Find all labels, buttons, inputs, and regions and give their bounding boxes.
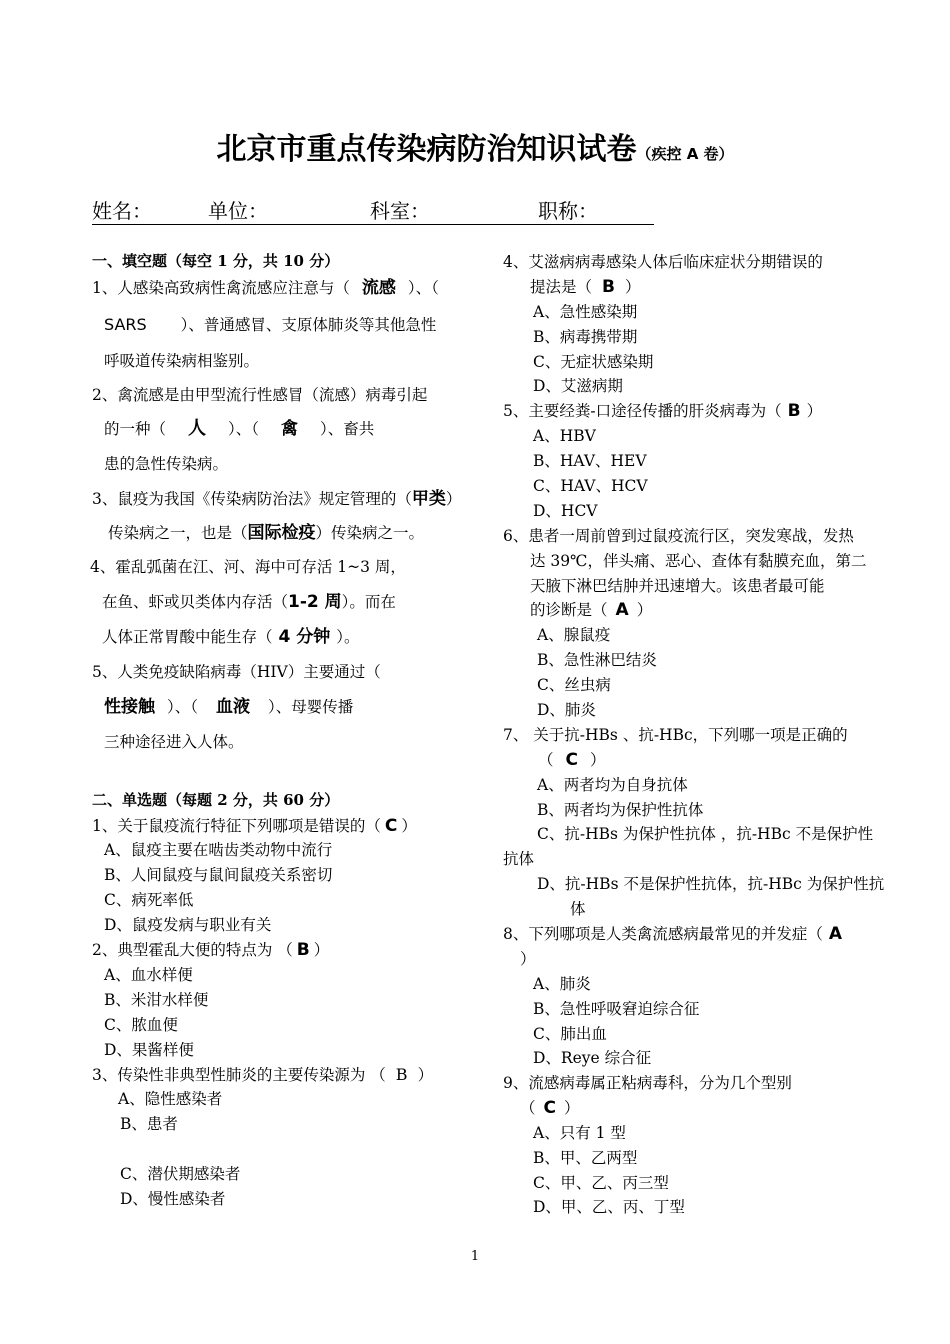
dept-label: 科室： [370, 199, 430, 223]
answer: C [565, 750, 578, 770]
fill-q4-line1: 4、霍乱弧菌在江、河、海中可存活 1~3 周， [90, 558, 406, 576]
option: B、急性呼吸窘迫综合征 [533, 1000, 700, 1018]
option: A、肺炎 [533, 975, 591, 993]
choice-q7-line2: （ C ） [538, 750, 606, 770]
fill-q5-line1: 5、人类免疫缺陷病毒（HIV）主要通过（ [92, 663, 381, 681]
option: A、血水样便 [104, 966, 193, 984]
answer: B [787, 401, 801, 421]
option: B、患者 [120, 1115, 178, 1133]
answer: A [615, 600, 629, 620]
option: B、两者均为保护性抗体 [537, 801, 704, 819]
option: B、米泔水样便 [104, 991, 209, 1009]
option: D、艾滋病期 [533, 377, 623, 395]
answer: 甲类 [411, 489, 446, 509]
option: D、抗-HBs 不是保护性抗体，抗-HBc 为保护性抗 [537, 875, 885, 893]
option: A、鼠疫主要在啮齿类动物中流行 [104, 841, 333, 859]
option: C、抗-HBs 为保护性抗体 ，抗-HBc 不是保护性 [537, 825, 874, 843]
section-2-heading: 二、单选题（每题 2 分，共 60 分） [92, 791, 340, 809]
option: A、两者均为自身抗体 [537, 776, 688, 794]
fill-q1-line1: 1、人感染高致病性禽流感应注意与（ 流感 ）、（ [92, 278, 439, 298]
fill-q4-line2: 在鱼、虾或贝类体内存活（1-2 周）。而在 [102, 592, 396, 612]
choice-q2: 2、典型霍乱大便的特点为 （ B ） [92, 940, 330, 960]
option: D、HCV [533, 502, 598, 520]
option: C、丝虫病 [537, 676, 611, 694]
choice-q4-line1: 4、艾滋病病毒感染人体后临床症状分期错误的 [503, 253, 823, 271]
choice-q4-line2: 提法是（ B ） [530, 277, 641, 297]
option: B、HAV、HEV [533, 452, 647, 470]
unit-label: 单位： [208, 199, 268, 223]
answer: B [296, 940, 310, 960]
title-text: 北京市重点传染病防治知识试卷 [216, 132, 637, 167]
fill-q1-line2: SARS ）、普通感冒、支原体肺炎等其他急性 [104, 315, 437, 334]
option: A、腺鼠疫 [537, 626, 611, 644]
option: C、无症状感染期 [533, 353, 654, 371]
option: A、HBV [533, 427, 596, 445]
option: C、甲、乙、丙三型 [533, 1174, 669, 1192]
answer: C [543, 1098, 556, 1118]
fill-q3-line2: 传染病之一，也是（国际检疫）传染病之一。 [108, 523, 425, 543]
option: B、病毒携带期 [533, 328, 638, 346]
option: D、果酱样便 [104, 1041, 194, 1059]
name-label: 姓名： [92, 199, 152, 223]
page-number: 1 [470, 1249, 480, 1264]
section-1-heading: 一、填空题（每空 1 分，共 10 分） [92, 252, 340, 270]
fill-q1-line3: 呼吸道传染病相鉴别。 [104, 352, 260, 370]
option: D、肺炎 [537, 701, 596, 719]
answer: SARS [104, 315, 147, 334]
option: D、甲、乙、丙、丁型 [533, 1198, 685, 1216]
option: C、HAV、HCV [533, 477, 648, 495]
fill-q2-line3: 患的急性传染病。 [104, 455, 229, 473]
info-line [92, 198, 654, 225]
answer: 国际检疫 [247, 523, 316, 543]
answer: B [602, 277, 615, 297]
title-subtitle: （疾控 A 卷） [636, 145, 734, 163]
option: A、急性感染期 [533, 303, 638, 321]
choice-q6-line2: 达 39℃，伴头痛、恶心、查体有黏膜充血，第二 [530, 552, 867, 570]
fill-q5-line3: 三种途径进入人体。 [104, 733, 244, 751]
fill-q3-line1: 3、鼠疫为我国《传染病防治法》规定管理的（甲类） [92, 489, 462, 509]
fill-q2-line1: 2、禽流感是由甲型流行性感冒（流感）病毒引起 [92, 386, 428, 404]
answer: 性接触 [104, 697, 155, 717]
fill-q5-line2: 性接触 ）、（ 血液 ）、母婴传播 [104, 697, 354, 717]
fill-q2-line2: 的一种（ 人 ）、（ 禽 ）、畜共 [104, 418, 375, 439]
choice-q8-line1: 8、下列哪项是人类禽流感病最常见的并发症（ A [503, 924, 843, 944]
option: C、病死率低 [104, 891, 194, 909]
option-cont: 体 [570, 900, 586, 918]
option: B、人间鼠疫与鼠间鼠疫关系密切 [104, 866, 333, 884]
choice-q8-line2: ） [520, 950, 536, 968]
answer: 1-2 周 [288, 592, 342, 612]
option: D、鼠疫发病与职业有关 [104, 916, 272, 934]
page-title [0, 128, 950, 176]
fill-q4-line3: 人体正常胃酸中能生存（ 4 分钟 ）。 [102, 627, 360, 647]
option: B、急性淋巴结炎 [537, 651, 657, 669]
choice-q6-line4: 的诊断是（ A ） [530, 600, 653, 620]
answer: B [395, 1065, 408, 1084]
answer: 血液 [216, 697, 251, 717]
answer: 禽 [281, 419, 299, 439]
choice-q1: 1、关于鼠疫流行特征下列哪项是错误的（ C ） [92, 816, 417, 836]
answer: A [828, 924, 843, 944]
choice-q9-line2: （ C ） [520, 1098, 580, 1118]
option: B、甲、乙两型 [533, 1149, 638, 1167]
choice-q9-line1: 9、流感病毒属正粘病毒科，分为几个型别 [503, 1074, 792, 1092]
option: D、慢性感染者 [120, 1190, 226, 1208]
rank-label: 职称： [538, 199, 598, 223]
option: A、隐性感染者 [118, 1090, 223, 1108]
option: D、Reye 综合征 [533, 1049, 652, 1067]
answer: 流感 [361, 278, 396, 298]
answer: 4 分钟 [278, 627, 331, 647]
option-cont: 抗体 [503, 850, 535, 868]
choice-q5: 5、主要经粪-口途径传播的肝炎病毒为（ B ） [503, 401, 823, 421]
option: C、潜伏期感染者 [120, 1165, 241, 1183]
choice-q3: 3、传染性非典型性肺炎的主要传染源为 （ B ） [92, 1065, 434, 1084]
option: C、脓血便 [104, 1016, 178, 1034]
answer: 人 [188, 418, 207, 439]
choice-q6-line1: 6、患者一周前曾到过鼠疫流行区，突发寒战，发热 [503, 527, 854, 545]
option: C、肺出血 [533, 1025, 607, 1043]
answer: C [384, 816, 398, 836]
option: A、只有 1 型 [533, 1124, 626, 1142]
choice-q7-line1: 7、 关于抗-HBs 、抗-HBc，下列哪一项是正确的 [503, 726, 848, 744]
choice-q6-line3: 天腋下淋巴结肿并迅速增大。该患者最可能 [530, 577, 825, 595]
